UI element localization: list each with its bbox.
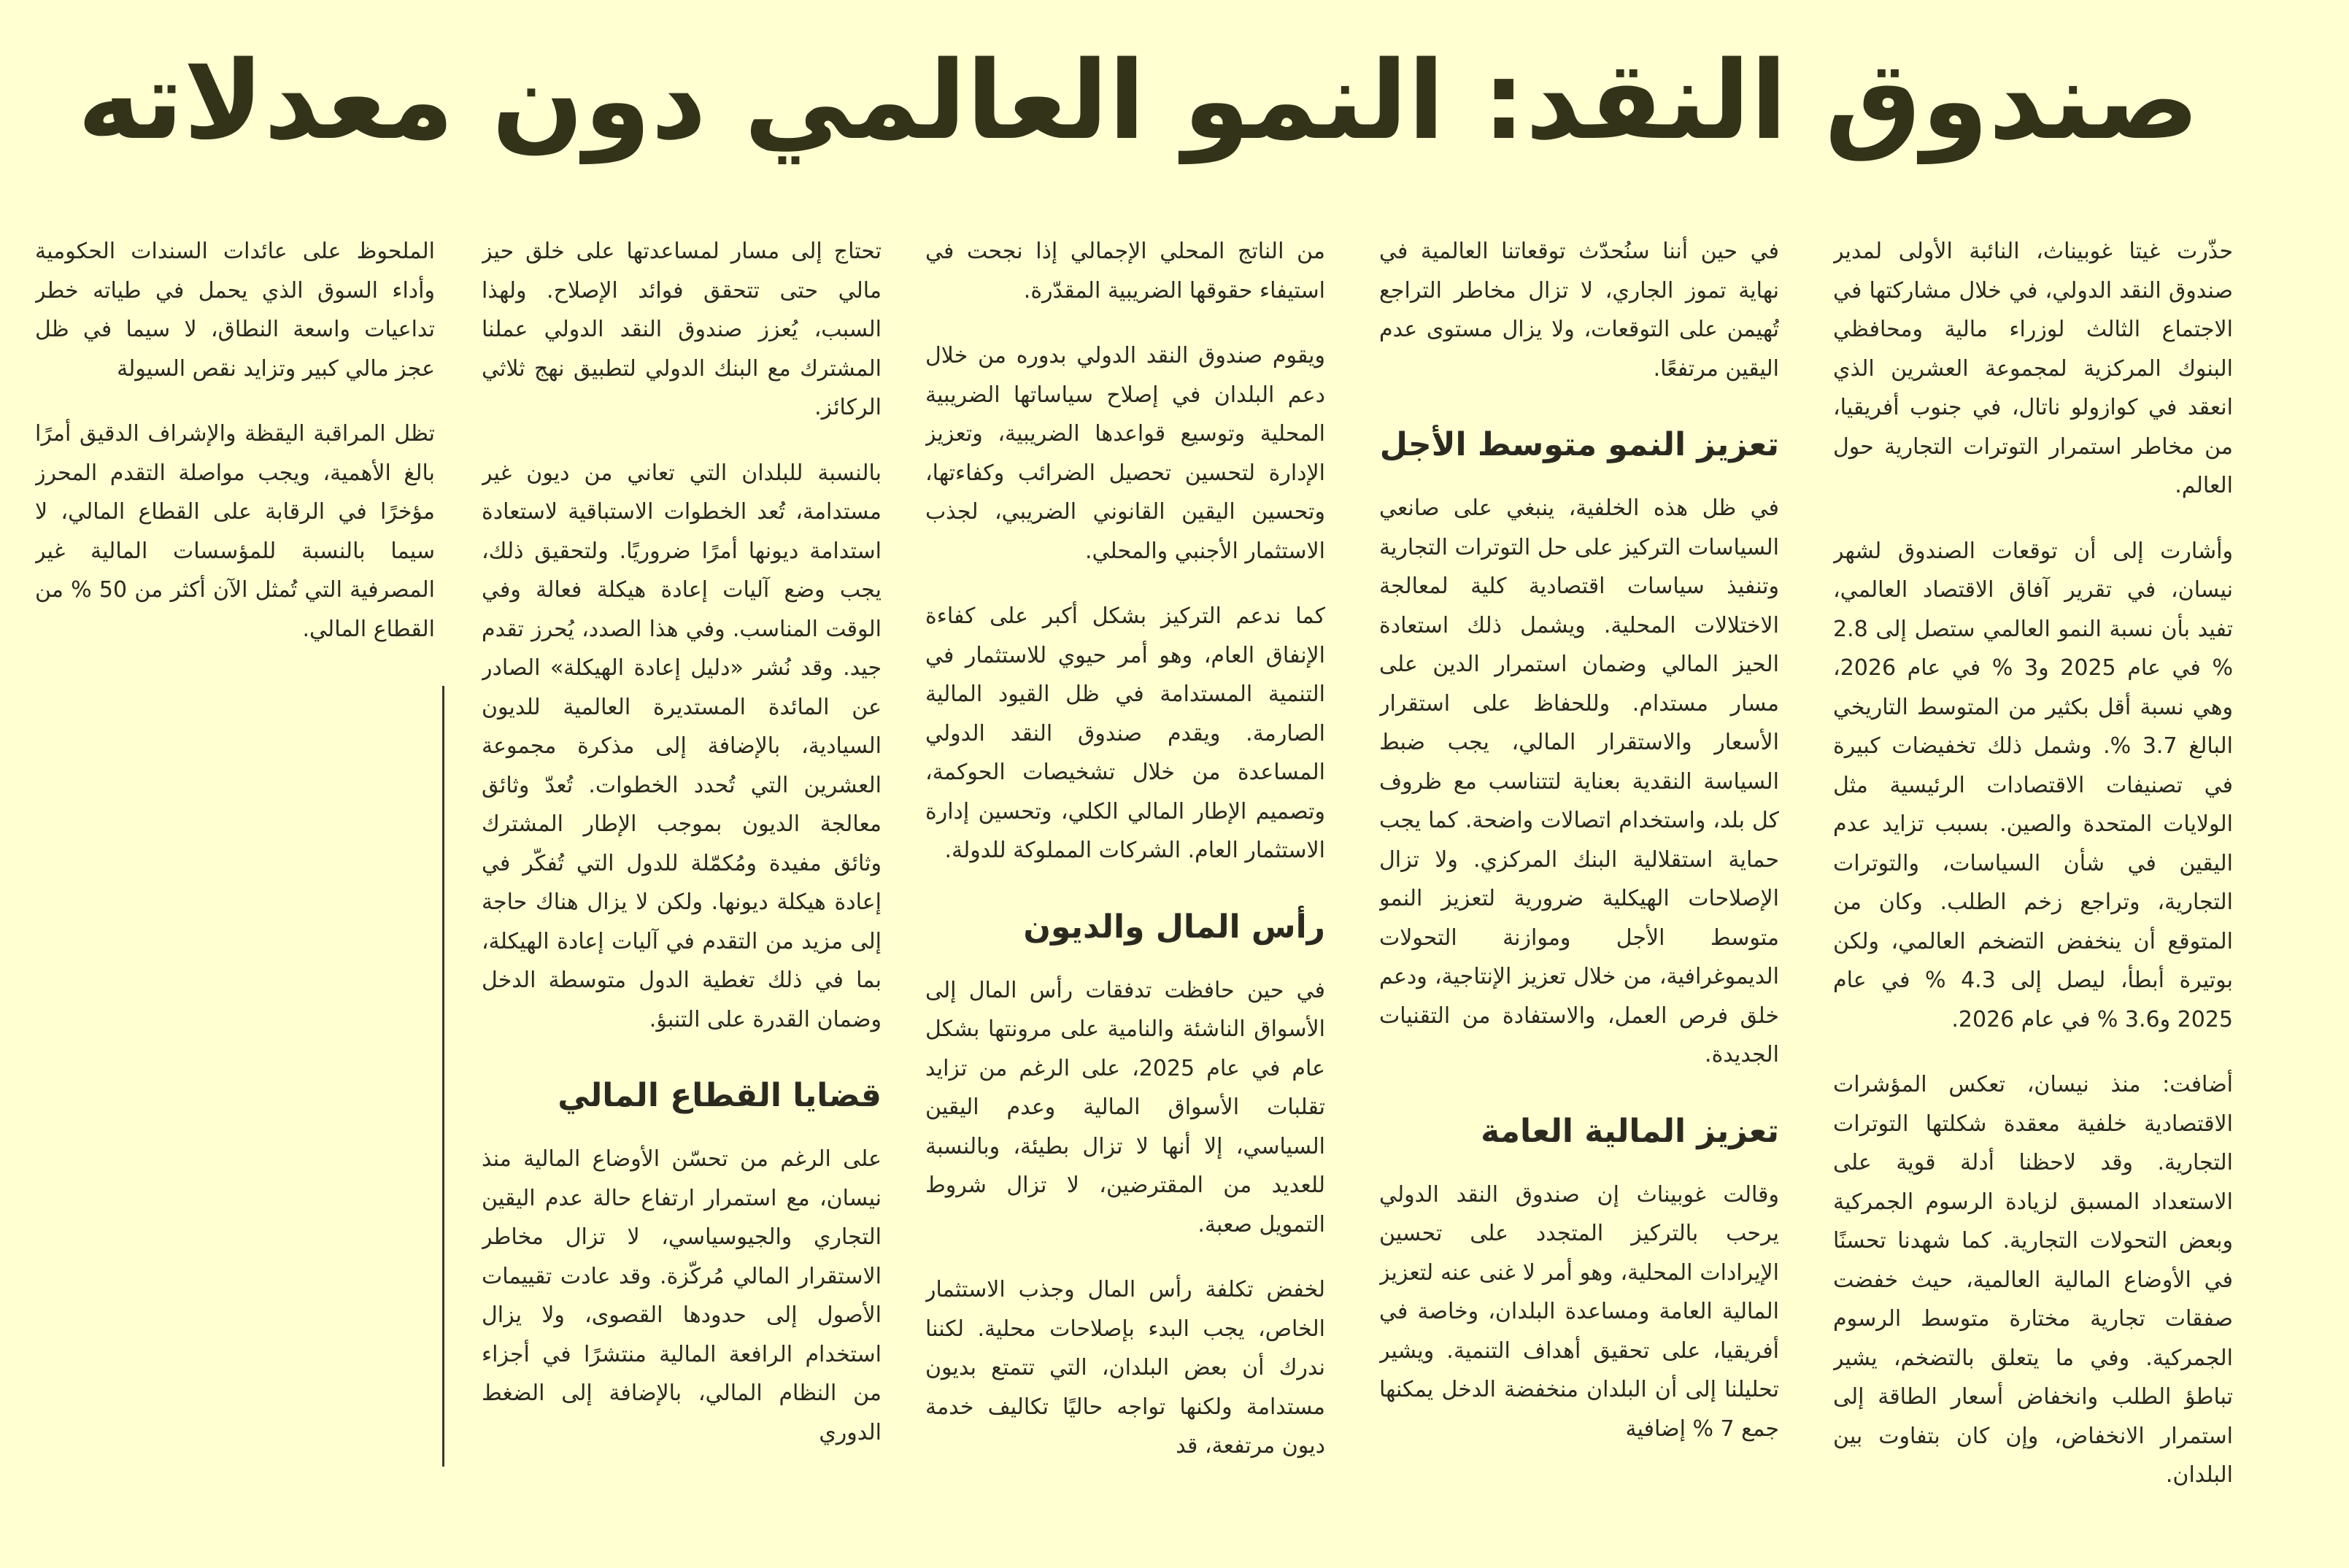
section-heading: تعزيز النمو متوسط الأجل bbox=[1379, 426, 1779, 463]
article-column-5 bbox=[35, 232, 435, 684]
section-heading: تعزيز المالية العامة bbox=[1481, 1112, 1779, 1150]
body-paragraph: من الناتج المحلي الإجمالي إذا نجحت في استيفاء حقوقها الضريبية المقدّرة. bbox=[925, 239, 1325, 304]
article-column-2 bbox=[1379, 232, 1779, 1553]
body-paragraph: بالنسبة للبلدان التي تعاني من ديون غير مستدامة، تُعد الخطوات الاستباقية لاستعادة استدامة ديونها أمرًا ضروريًا. ولتحقيق ذلك، يجب وضع آليات إعادة هيكلة فعالة وفي الوقت المناسب. وفي هذا الصدد، يُحرز تقدم جيد. وقد نُشر «دليل إعادة الهيكلة» الصادر عن المائدة المستديرة العالمية للديون السيادية، بالإضافة إلى مذكرة مجموعة العشرين التي تُحدد الخطوات. تُعدّ وثائق معالجة الديون بموجب الإطار المشترك وثائق مفيدة ومُكمّلة للدول التي تُفكّر في إعادة هيكلة ديونها. ولكن لا يزال هناك حاجة إلى مزيد من التقدم في آليات إعادة الهيكلة، بما في ذلك تغطية الدول متوسطة الدخل وضمان القدرة على التنبؤ. bbox=[482, 460, 882, 1032]
body-paragraph: ويقوم صندوق النقد الدولي بدوره من خلال دعم البلدان في إصلاح سياساتها الضريبية المحلية وتوسيع قواعدها الضريبية، وتعزيز الإدارة لتحسين تحصيل الضرائب وكفاءتها، وتحسين اليقين القانوني الضريبي، لجذب الاستثمار الأجنبي والمحلي. bbox=[925, 343, 1325, 564]
article-headline: صندوق النقد: النمو العالمي دون معدلاته bbox=[77, 38, 2199, 163]
body-paragraph: تحتاج إلى مسار لمساعدتها على خلق حيز مالي حتى تتحقق فوائد الإصلاح. ولهذا السبب، يُعزز صندوق النقد الدولي عملنا المشترك مع البنك الدولي لتطبيق نهج ثلاثي الركائز. bbox=[482, 239, 882, 420]
article-column-1 bbox=[1833, 232, 2233, 1553]
body-paragraph: في حين حافظت تدفقات رأس المال إلى الأسواق الناشئة والنامية على مرونتها بشكل عام في عام 2025، على الرغم من تزايد تقلبات الأسواق المالية وعدم اليقين السياسي، إلا أنها لا تزال بطيئة، وبالنسبة للعديد من المقترضين، لا تزال شروط التمويل صعبة. bbox=[925, 977, 1325, 1237]
body-paragraph: تظل المراقبة اليقظة والإشراف الدقيق أمرًا بالغ الأهمية، ويجب مواصلة التقدم المحرز مؤخرًا في الرقابة على القطاع المالي، لا سيما بالنسبة للمؤسسات المالية غير المصرفية التي تُمثل الآن أكثر من 50 % من القطاع المالي. bbox=[35, 421, 435, 642]
section-heading: قضايا القطاع المالي bbox=[558, 1077, 882, 1114]
body-paragraph: وأشارت إلى أن توقعات الصندوق لشهر نيسان، في تقرير آفاق الاقتصاد العالمي، تفيد بأن نسبة النمو العالمي ستصل إلى 2.8 % في عام 2025 و3 % في عام 2026، وهي نسبة أقل بكثير من المتوسط التاريخي البالغ 3.7 %. وشمل ذلك تخفيضات كبيرة في تصنيفات الاقتصادات الرئيسية مثل الولايات المتحدة والصين. بسبب تزايد عدم اليقين في شأن السياسات، والتوترات التجارية، وتراجع زخم الطلب. وكان من المتوقع أن ينخفض التضخم العالمي، ولكن بوتيرة أبطأ، ليصل إلى 4.3 % في عام 2025 و3.6 % في عام 2026. bbox=[1833, 538, 2233, 1032]
body-paragraph: كما ندعم التركيز بشكل أكبر على كفاءة الإنفاق العام، وهو أمر حيوي للاستثمار في التنمية المستدامة في ظل القيود المالية الصارمة. ويقدم صندوق النقد الدولي المساعدة من خلال تشخيصات الحوكمة، وتصميم الإطار المالي الكلي، وتحسين إدارة الاستثمار العام. الشركات المملوكة للدولة. bbox=[925, 603, 1325, 863]
column-divider-rule bbox=[442, 686, 444, 1467]
body-paragraph: الملحوظ على عائدات السندات الحكومية وأداء السوق الذي يحمل في طياته خطر تداعيات واسعة النطاق، لا سيما في ظل عجز مالي كبير وتزايد نقص السيولة bbox=[35, 239, 435, 382]
section-heading: رأس المال والديون bbox=[1023, 908, 1325, 946]
body-paragraph: حذّرت غيتا غوبيناث، النائبة الأولى لمدير صندوق النقد الدولي، في خلال مشاركتها في الاجتماع الثالث لوزراء مالية ومحافظي البنوك المركزية لمجموعة العشرين الذي انعقد في كوازولو ناتال، في جنوب أفريقيا، من مخاطر استمرار التوترات التجارية حول العالم. bbox=[1833, 239, 2233, 498]
body-paragraph: في ظل هذه الخلفية، ينبغي على صانعي السياسات التركيز على حل التوترات التجارية وتنفيذ سياسات اقتصادية كلية لمعالجة الاختلالات المحلية. ويشمل ذلك استعادة الحيز المالي وضمان استمرار الدين على مسار مستدام. وللحفاظ على استقرار الأسعار والاستقرار المالي، يجب ضبط السياسة النقدية بعناية لتتناسب مع ظروف كل بلد، واستخدام اتصالات واضحة. كما يجب حماية استقلالية البنك المركزي. ولا تزال الإصلاحات الهيكلية ضرورية لتعزيز النمو متوسط الأجل وموازنة التحولات الديموغرافية، من خلال تعزيز الإنتاجية، ودعم خلق فرص العمل، والاستفادة من التقنيات الجديدة. bbox=[1379, 495, 1779, 1067]
body-paragraph: لخفض تكلفة رأس المال وجذب الاستثمار الخاص، يجب البدء بإصلاحات محلية. لكننا ندرك أن بعض البلدان، التي تتمتع بديون مستدامة ولكنها تواجه حاليًا تكاليف خدمة ديون مرتفعة، قد bbox=[925, 1277, 1325, 1459]
body-paragraph: وقالت غوبيناث إن صندوق النقد الدولي يرحب بالتركيز المتجدد على تحسين الإيرادات المحلية، وهو أمر لا غنى عنه لتعزيز المالية العامة ومساعدة البلدان، وخاصة في أفريقيا، على تحقيق أهداف التنمية. ويشير تحليلنا إلى أن البلدان منخفضة الدخل يمكنها جمع 7 % إضافية bbox=[1379, 1181, 1779, 1442]
body-paragraph: في حين أننا سنُحدّث توقعاتنا العالمية في نهاية تموز الجاري، لا تزال مخاطر التراجع تُهيمن على التوقعات، ولا يزال مستوى عدم اليقين مرتفعًا. bbox=[1379, 239, 1779, 382]
article-column-4 bbox=[482, 232, 882, 1553]
body-paragraph: على الرغم من تحسّن الأوضاع المالية منذ نيسان، مع استمرار ارتفاع حالة عدم اليقين التجاري والجيوسياسي، لا تزال مخاطر الاستقرار المالي مُركّزة. وقد عادت تقييمات الأصول إلى حدودها القصوى، ولا يزال استخدام الرافعة المالية منتشرًا في أجزاء من النظام المالي، بالإضافة إلى الضغط الدوري bbox=[482, 1146, 882, 1445]
article-column-3 bbox=[925, 232, 1325, 1553]
body-paragraph: أضافت: منذ نيسان، تعكس المؤشرات الاقتصادية خلفية معقدة شكلتها التوترات التجارية. وقد لاحظنا أدلة قوية على الاستعداد المسبق لزيادة الرسوم الجمركية وبعض التحولات التجارية. كما شهدنا تحسنًا في الأوضاع المالية العالمية، حيث خفضت صفقات تجارية مختارة متوسط الرسوم الجمركية. وفي ما يتعلق بالتضخم، يشير تباطؤ الطلب وانخفاض أسعار الطاقة إلى استمرار الانخفاض، وإن كان بتفاوت بين البلدان. bbox=[1833, 1072, 2233, 1488]
